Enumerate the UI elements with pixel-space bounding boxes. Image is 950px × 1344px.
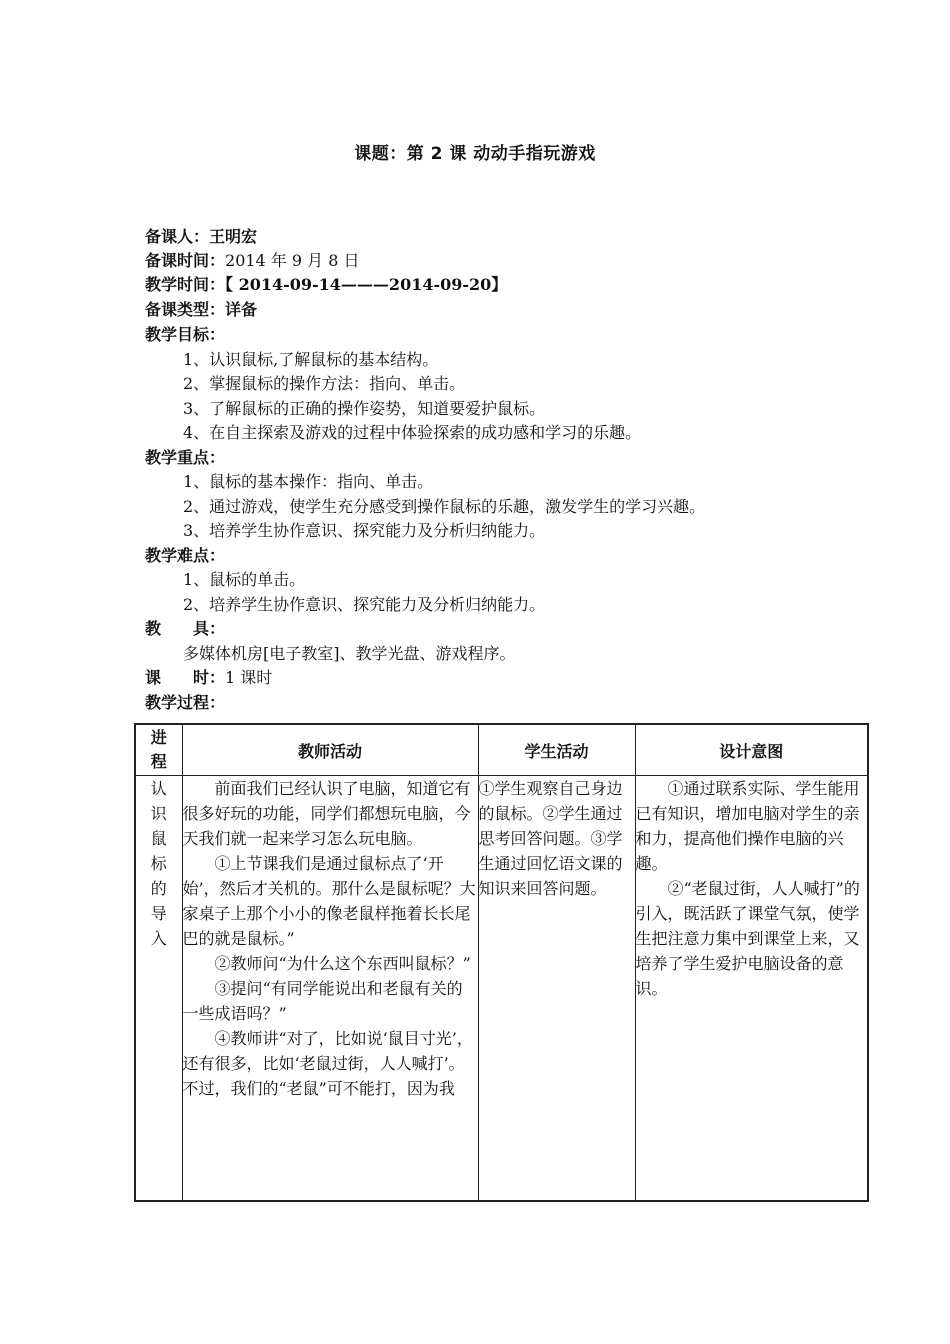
objective-item: 2、掌握鼠标的操作方法：指向、单击。 bbox=[183, 374, 466, 393]
design-intent-cell bbox=[635, 776, 868, 1201]
hours-line bbox=[145, 666, 845, 691]
hours-heading: 课 时： bbox=[145, 668, 226, 687]
design-paragraph: ②“老鼠过街，人人喊打”的引入，既活跃了课堂气氛，使学生把注意力集中到课堂上来，又培养了学生爱护电脑设备的意识。 bbox=[635, 879, 860, 998]
prep-type-value: 详备 bbox=[225, 300, 258, 319]
stage-char: 导 bbox=[150, 904, 167, 923]
difficulties-heading: 教学难点： bbox=[145, 545, 226, 565]
teach-time-line bbox=[145, 273, 507, 297]
student-paragraph: ①学生观察自己身边的鼠标。②学生通过思考回答问题。③学生通过回忆语文课的知识来回答问题。 bbox=[478, 779, 623, 898]
teacher-activity-cell bbox=[182, 776, 478, 1201]
key-point-item: 1、鼠标的基本操作：指向、单击。 bbox=[183, 472, 434, 491]
prep-date-label: 备课时间： bbox=[145, 251, 226, 270]
student-column-header: 学生活动 bbox=[478, 724, 635, 776]
teacher-paragraph: ①上节课我们是通过鼠标点了‘开始’，然后才关机的。那什么是鼠标呢？大家桌子上那个小小的像老鼠样拖着长长尾巴的就是鼠标。” bbox=[182, 854, 476, 948]
objective-item: 4、在自主探索及游戏的过程中体验探索的成功感和学习的乐趣。 bbox=[183, 423, 642, 442]
teaching-process-table bbox=[134, 723, 869, 1202]
teach-time-label: 教学时间： bbox=[145, 275, 226, 294]
key-point-item: 2、通过游戏，使学生充分感受到操作鼠标的乐趣，激发学生的学习兴趣。 bbox=[183, 496, 706, 516]
teacher-paragraph: ②教师问“为什么这个东西叫鼠标？” bbox=[214, 954, 471, 973]
stage-char: 入 bbox=[150, 929, 167, 948]
teach-time-value: 【 2014-09-14———2014-09-20】 bbox=[225, 275, 508, 294]
table-header-row bbox=[135, 724, 868, 776]
difficulty-item: 2、培养学生协作意识、探究能力及分析归纳能力。 bbox=[183, 594, 546, 614]
stage-char: 的 bbox=[150, 879, 167, 898]
hours-value: 1 课时 bbox=[225, 668, 273, 687]
stage-char: 鼠 bbox=[150, 829, 167, 848]
objectives-heading: 教学目标： bbox=[145, 325, 226, 344]
stage-cell bbox=[135, 776, 182, 1201]
design-column-header: 设计意图 bbox=[635, 724, 868, 776]
stage-column-header bbox=[135, 724, 182, 776]
tools-heading: 教 具： bbox=[145, 619, 226, 638]
teacher-column-header: 教师活动 bbox=[182, 724, 478, 776]
preparer-line bbox=[145, 225, 257, 249]
stage-char: 标 bbox=[150, 854, 167, 873]
process-heading: 教学过程： bbox=[145, 692, 226, 712]
preparer-label: 备课人： bbox=[145, 227, 210, 246]
design-paragraph: ①通过联系实际、学生能用已有知识，增加电脑对学生的亲和力，提高他们操作电脑的兴趣。 bbox=[635, 779, 860, 873]
prep-type-line bbox=[145, 298, 257, 322]
student-activity-cell bbox=[478, 776, 635, 1201]
prep-type-label: 备课类型： bbox=[145, 300, 226, 319]
teacher-paragraph: ③提问“有同学能说出和老鼠有关的一些成语吗？” bbox=[182, 979, 463, 1023]
tools-value: 多媒体机房[电子教室]、教学光盘、游戏程序。 bbox=[183, 643, 516, 663]
prep-date-line bbox=[145, 249, 360, 273]
stage-header-line: 程 bbox=[150, 752, 167, 771]
stage-header-line: 进 bbox=[150, 728, 167, 747]
lesson-title: 课题：第 2 课 动动手指玩游戏 bbox=[354, 144, 596, 164]
key-points-heading: 教学重点： bbox=[145, 447, 226, 467]
teacher-paragraph: ④教师讲“对了，比如说‘鼠目寸光’，还有很多，比如‘老鼠过街，人人喊打’。不过，我们的“老鼠”可不能打，因为我 bbox=[182, 1029, 473, 1098]
prep-date-value: 2014 年 9 月 8 日 bbox=[225, 251, 360, 270]
table-row bbox=[135, 776, 868, 1201]
difficulty-item: 1、鼠标的单击。 bbox=[183, 570, 306, 589]
objective-item: 3、了解鼠标的正确的操作姿势，知道要爱护鼠标。 bbox=[183, 398, 546, 418]
teacher-paragraph: 前面我们已经认识了电脑，知道它有很多好玩的功能，同学们都想玩电脑，今天我们就一起来学习怎么玩电脑。 bbox=[182, 779, 471, 848]
preparer-value: 王明宏 bbox=[209, 227, 258, 246]
key-point-item: 3、培养学生协作意识、探究能力及分析归纳能力。 bbox=[183, 521, 546, 540]
stage-char: 识 bbox=[150, 804, 167, 823]
objective-item: 1、认识鼠标,了解鼠标的基本结构。 bbox=[183, 349, 439, 369]
stage-char: 认 bbox=[150, 779, 167, 798]
lesson-plan-body bbox=[145, 323, 845, 715]
